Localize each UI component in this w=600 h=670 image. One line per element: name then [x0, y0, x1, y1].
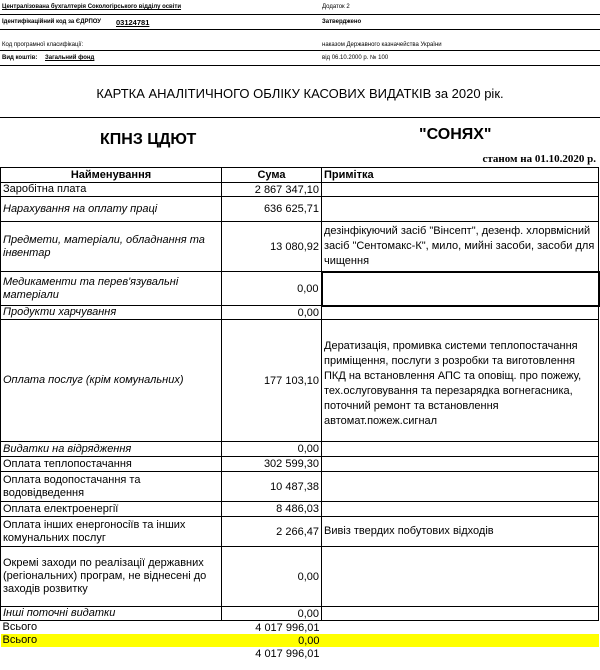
row-name: Оплата послуг (крім комунальних) — [1, 320, 222, 442]
expenses-table — [0, 167, 600, 660]
row-sum: 0,00 — [222, 442, 322, 457]
decree-line-1: наказом Державного казначейства України — [322, 42, 442, 48]
row-sum: 0,00 — [222, 306, 322, 320]
table-row — [1, 183, 599, 197]
col-header-name: Найменування — [1, 168, 222, 183]
row-sum: 2 867 347,10 — [222, 183, 322, 197]
row-name: Заробітна плата — [1, 183, 222, 197]
row-note — [322, 502, 599, 517]
table-row — [1, 607, 599, 621]
table-header-row — [1, 168, 599, 183]
table-row — [1, 197, 599, 222]
row-sum: 8 486,03 — [222, 502, 322, 517]
row-sum: 636 625,71 — [222, 197, 322, 222]
budget-value: Загальний фонд — [45, 55, 95, 61]
edrpou-label: Ідентифікаційний код за ЄДРПОУ — [2, 19, 102, 25]
as-of-date: станом на 01.10.2020 р. — [482, 153, 596, 165]
org-name: Централізована бухгалтерія Сокологірського відділу освіти — [2, 4, 182, 10]
row-name: Нарахування на оплату праці — [1, 197, 222, 222]
total-label — [1, 647, 222, 660]
approved-label: Затверджено — [322, 19, 362, 25]
total-sum: 4 017 996,01 — [255, 621, 320, 634]
header-divider — [0, 50, 600, 51]
row-name: Інші поточні видатки — [1, 607, 222, 621]
row-note: Дератизація, промивка системи теплопостачання приміщення, послуги з розробки та виготовлення ПКД на встановлення АПС та оповіщ. про пожежу, тех.ослуговування та перезарядка вогнегасника, поточний ремонт та встановлення автомат.пожеж.сигнал — [322, 320, 599, 442]
total-sum: 4 017 996,01 — [255, 647, 320, 660]
card-title: КАРТКА АНАЛІТИЧНОГО ОБЛІКУ КАСОВИХ ВИДАТКІВ за 2020 рік. — [96, 86, 504, 101]
table-row — [1, 472, 599, 502]
total-note — [322, 634, 599, 647]
table-row — [1, 306, 599, 320]
row-sum: 13 080,92 — [222, 222, 322, 272]
header-divider — [0, 14, 600, 15]
total-row — [1, 647, 599, 660]
table-row — [1, 442, 599, 457]
table-row — [1, 272, 599, 306]
row-name: Окремі заходи по реалізації державних (регіональних) програм, не віднесені до заходів розвитку — [1, 547, 222, 607]
row-sum: 10 487,38 — [222, 472, 322, 502]
col-header-note: Примітка — [322, 168, 599, 183]
total-note — [322, 647, 599, 660]
table-row — [1, 320, 599, 442]
budget-label: Вид коштів: — [2, 55, 38, 61]
row-note: Вивіз твердих побутових відходів — [322, 517, 599, 547]
header-divider — [0, 65, 600, 66]
row-name: Видатки на відрядження — [1, 442, 222, 457]
total-note — [322, 621, 599, 635]
total-sum: 0,00 — [222, 634, 322, 647]
table-row — [1, 502, 599, 517]
row-sum: 0,00 — [222, 607, 322, 621]
row-note — [322, 607, 599, 621]
row-note — [322, 272, 599, 306]
row-sum: 302 599,30 — [222, 457, 322, 472]
row-note — [322, 197, 599, 222]
row-name: Предмети, матеріали, обладнання та інвентар — [1, 222, 222, 272]
row-note — [322, 306, 599, 320]
total-label: Всього — [2, 621, 38, 633]
row-note — [322, 183, 599, 197]
header-divider — [0, 29, 600, 30]
row-name: Оплата теплопостачання — [1, 457, 222, 472]
row-sum: 177 103,10 — [222, 320, 322, 442]
row-sum: 0,00 — [222, 272, 322, 306]
total-row — [1, 621, 599, 635]
decree-line-2: від 06.10.2000 р. № 100 — [322, 55, 389, 61]
row-name: Медикаменти та перев'язувальні матеріали — [1, 272, 222, 306]
table-row — [1, 547, 599, 607]
row-note — [322, 547, 599, 607]
row-note: дезінфікуючий засіб "Вінсепт", дезенф. хлорвмісний засіб "Сентомакс-К", мило, мийні засоби, засоби для чищення — [322, 222, 599, 272]
row-sum: 2 266,47 — [222, 517, 322, 547]
program-class-label: Код програмної класифікації: — [2, 42, 84, 48]
org-quoted-name: "СОНЯХ" — [419, 126, 492, 143]
row-name: Оплата водопостачання та водовідведення — [1, 472, 222, 502]
total-label: Всього — [1, 634, 222, 647]
appendix-label: Додаток 2 — [322, 4, 350, 10]
col-header-sum: Сума — [222, 168, 322, 183]
table-row — [1, 457, 599, 472]
row-note — [322, 472, 599, 502]
table-row — [1, 222, 599, 272]
title-divider — [0, 117, 600, 118]
org-short-name: КПНЗ ЦДЮТ — [100, 131, 197, 148]
row-name: Продукти харчування — [1, 306, 222, 320]
row-name: Оплата інших енергоносіїв та інших комунальних послуг — [1, 517, 222, 547]
total-row-highlighted — [1, 634, 599, 647]
row-note — [322, 457, 599, 472]
row-note — [322, 442, 599, 457]
row-sum: 0,00 — [222, 547, 322, 607]
edrpou-code: 03124781 — [116, 18, 150, 27]
table-row — [1, 517, 599, 547]
row-name: Оплата електроенергії — [1, 502, 222, 517]
